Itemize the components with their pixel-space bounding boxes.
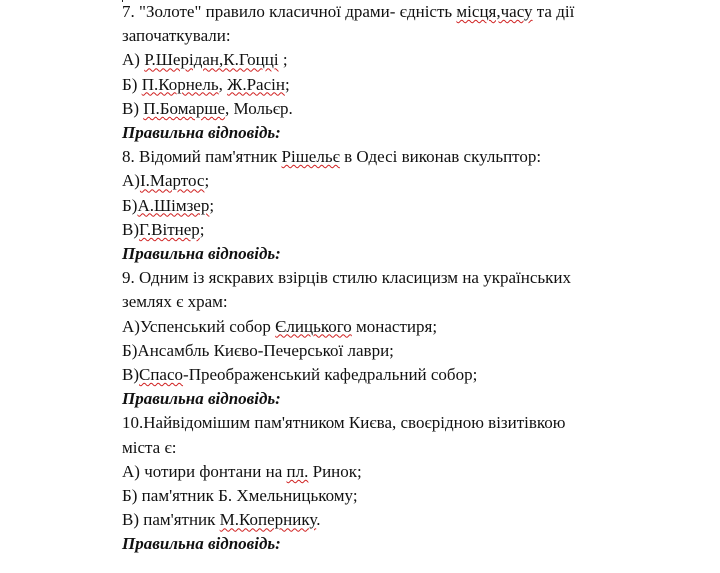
text-run: ; (278, 50, 288, 70)
answer-option (122, 73, 712, 97)
text-run: В) (122, 365, 139, 385)
document-page (122, 0, 712, 557)
spellcheck-flagged-word: Р.Шерідан,К.Гоцці (144, 50, 279, 70)
spellcheck-flagged-word: М.Копернику (219, 510, 317, 530)
spellcheck-flagged-word: пл. (286, 461, 309, 481)
spellcheck-flagged-word: Ж.Расін (227, 74, 285, 94)
answer-option (122, 48, 712, 72)
text-run: А) чотири фонтани на (122, 461, 287, 481)
answer-option (122, 460, 712, 484)
text-run: 7. "Золоте" правило класичної драми- єдність (122, 2, 457, 21)
text-run: та дії (532, 2, 575, 21)
text-run: ; (204, 171, 210, 191)
text-run: В) (122, 98, 144, 118)
text-run: -Преображенський кафедральний собор; (183, 365, 478, 385)
text-run: В) пам'ятник (122, 510, 220, 530)
text-run: Б) пам'ятник Б. Хмельницькому; (122, 486, 358, 506)
answer-option (122, 218, 712, 242)
spellcheck-flagged-word: Рішельє (281, 147, 340, 167)
answer-option (122, 194, 712, 218)
text-run: , Мольєр. (225, 98, 293, 118)
answer-option (122, 484, 712, 508)
text-run: ; (209, 195, 215, 215)
correct-answer-label: Правильна відповідь: (122, 534, 281, 554)
text-run: А)Успенський собор (122, 316, 276, 336)
text-run: Б) (122, 74, 142, 94)
text-run: 10.Найвідомішим пам'ятником Києва, своєрідною візитівкою (122, 413, 566, 433)
text-run: міста є: (122, 437, 177, 457)
text-run: , (218, 74, 228, 94)
question-text (122, 0, 712, 24)
question-text (122, 266, 712, 290)
answer-option (122, 315, 712, 339)
text-run: . (316, 510, 321, 530)
question-text (122, 145, 712, 169)
text-run: А) (122, 50, 145, 70)
correct-answer-label: Правильна відповідь: (122, 244, 281, 264)
text-run: 8. Відомий пам'ятник (122, 147, 282, 167)
text-run: 9. Одним із яскравих взірців стилю класицизм на українських (122, 268, 571, 288)
spellcheck-flagged-word: Г.Вітнер (139, 219, 200, 239)
text-run: А) (122, 171, 140, 191)
correct-answer-label: Правильна відповідь: (122, 123, 281, 143)
spellcheck-flagged-word: П.Корнель (141, 74, 219, 94)
text-run: Б)Ансамбль Києво-Печерської лаври; (122, 340, 394, 360)
text-run: ; (199, 219, 205, 239)
text-run: монастиря; (351, 316, 438, 336)
answer-option (122, 363, 712, 387)
question-text (122, 24, 712, 48)
spellcheck-flagged-word: А.Шімзер (137, 195, 210, 215)
spellcheck-flagged-word: І.Мартос (139, 171, 205, 191)
spellcheck-flagged-word: Єлицького (275, 316, 352, 336)
text-run: Б) (122, 195, 138, 215)
text-run: в Одесі виконав скульптор: (339, 147, 542, 167)
spellcheck-flagged-word: місця,часу (456, 2, 533, 21)
question-text (122, 436, 712, 460)
answer-option (122, 508, 712, 532)
correct-answer-label: Правильна відповідь: (122, 389, 281, 409)
answer-option (122, 169, 712, 193)
text-run: започаткували: (122, 26, 231, 46)
question-text (122, 290, 712, 314)
answer-option (122, 339, 712, 363)
text-run: В) (122, 219, 139, 239)
text-run: землях є храм: (122, 292, 228, 312)
spellcheck-flagged-word: Спасо (139, 365, 184, 385)
text-run: Ринок; (308, 461, 362, 481)
spellcheck-flagged-word: П.Бомарше (143, 98, 226, 118)
answer-option (122, 97, 712, 121)
text-run: ; (284, 74, 290, 94)
question-text (122, 411, 712, 435)
